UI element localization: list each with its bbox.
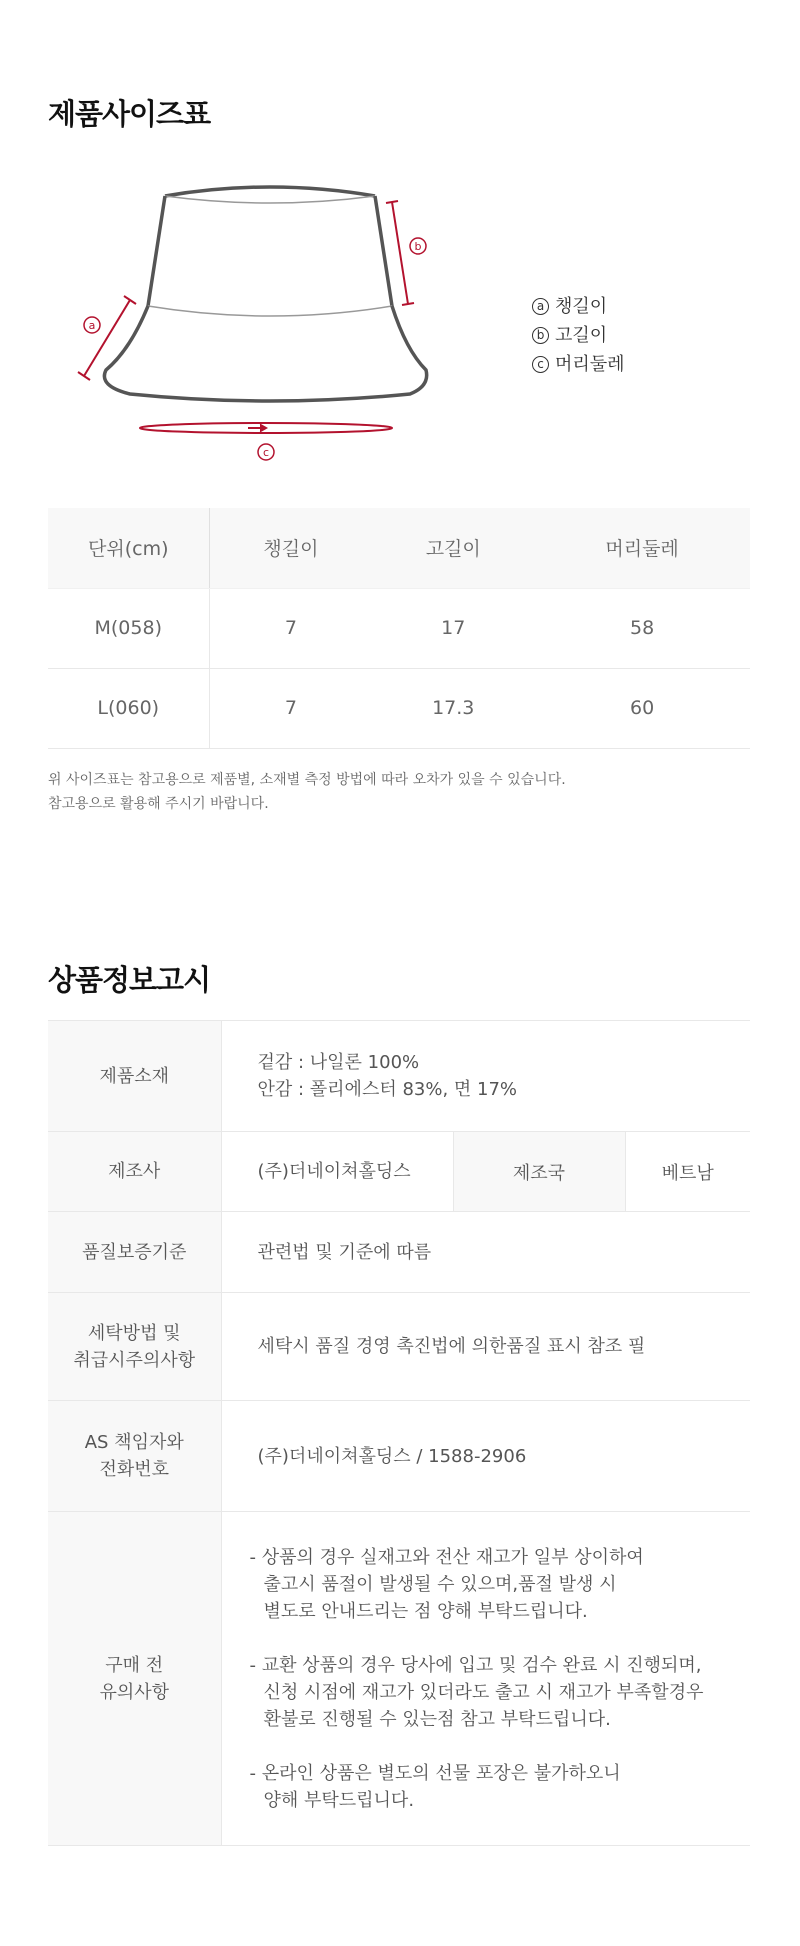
notice-paragraph [250,1652,751,1733]
size-note [48,768,566,816]
table-row [48,588,750,668]
notice-line: 별도로 안내드리는 점 양해 부탁드립니다. [263,1600,588,1622]
notice-line: - 상품의 경우 실재고와 전산 재고가 일부 상이하여 [249,1546,644,1568]
as-label [48,1401,221,1512]
quality-label: 품질보증기준 [48,1212,221,1293]
maker-label: 제조사 [48,1132,221,1212]
size-chart-title: 제품사이즈표 [48,97,211,131]
as-label-line: 전화번호 [99,1459,170,1480]
size-note-line: 위 사이즈표는 참고용으로 제품별, 소재별 측정 방법에 따라 오차가 있을 수 있습니다. [48,772,566,788]
legend-mark-b: b [532,327,549,344]
legend-item-brim [532,292,625,321]
table-row [48,1212,750,1293]
size-cell: M(058) [48,588,209,668]
measure-b-label: b [414,240,422,253]
hat-crown-top-inner [165,196,375,203]
legend-label: 고길이 [555,325,608,346]
material-line: 겉감 : 나일론 100% [257,1052,420,1073]
notice-paragraph [250,1760,751,1814]
hat-brim [104,306,426,401]
as-value: (주)더네이쳐홀딩스 / 1588-2906 [221,1401,750,1512]
size-cell: 7 [209,588,372,668]
country-value: 베트남 [625,1132,750,1212]
legend-item-height [532,321,625,350]
legend-mark-a: a [532,298,549,315]
washing-label-line: 세탁방법 및 [87,1322,181,1344]
measure-c-line [140,423,392,433]
as-label-line: AS 책임자와 [84,1432,184,1453]
table-row [48,1021,750,1132]
quality-value: 관련법 및 기준에 따름 [221,1212,750,1293]
washing-label [48,1293,221,1401]
measure-a-label: a [88,319,96,332]
notice-line: - 교환 상품의 경우 당사에 입고 및 검수 완료 시 진행되며, [249,1654,702,1676]
legend-mark-c: c [532,356,549,373]
size-cell: 17.3 [372,668,534,748]
maker-value: (주)더네이쳐홀딩스 [221,1132,453,1212]
hat-crown-right [375,196,392,306]
material-value [221,1021,750,1132]
table-row [48,668,750,748]
table-row [48,1512,750,1846]
washing-label-line: 취급시주의사항 [73,1349,196,1371]
notice-line: 신청 시점에 재고가 있더라도 출고 시 재고가 부족할경우 [263,1681,704,1703]
size-header-circumference: 머리둘레 [534,508,750,588]
size-cell: L(060) [48,668,209,748]
table-row [48,1401,750,1512]
size-header-height: 고길이 [372,508,534,588]
size-header-unit: 단위(cm) [48,508,209,588]
notice-paragraph [250,1544,751,1625]
bucket-hat-diagram [70,180,450,470]
measure-c-label: c [262,446,270,459]
notice-label-line: 구매 전 [105,1654,164,1676]
material-line: 안감 : 폴리에스터 83%, 면 17% [257,1079,518,1100]
size-cell: 17 [372,588,534,668]
hat-crown-top [165,187,375,196]
notice-value [221,1512,750,1846]
table-row [48,1293,750,1401]
notice-label-line: 유의사항 [99,1681,170,1703]
size-table [48,508,750,749]
size-cell: 7 [209,668,372,748]
legend-label: 챙길이 [555,296,608,317]
notice-label [48,1512,221,1846]
size-cell: 58 [534,588,750,668]
legend-label: 머리둘레 [555,354,625,375]
hat-crown-left [148,196,165,306]
washing-value: 세탁시 품질 경영 촉진법에 의한품질 표시 참조 필 [221,1293,750,1401]
notice-line: - 온라인 상품은 별도의 선물 포장은 불가하오니 [249,1762,621,1784]
size-cell: 60 [534,668,750,748]
hat-band-seam [148,306,392,316]
country-label: 제조국 [453,1132,625,1212]
notice-line: 양해 부탁드립니다. [263,1789,415,1811]
notice-line: 출고시 품절이 발생될 수 있으며,품절 발생 시 [263,1573,617,1595]
measurement-legend [532,292,625,379]
material-label: 제품소재 [48,1021,221,1132]
legend-item-circumference [532,350,625,379]
size-table-header [48,508,750,588]
size-header-brim: 챙길이 [209,508,372,588]
table-row [48,1132,750,1212]
product-info-title: 상품정보고시 [48,963,211,997]
size-note-line: 참고용으로 활용해 주시기 바랍니다. [48,796,269,812]
notice-line: 환불로 진행될 수 있는점 참고 부탁드립니다. [263,1708,611,1730]
product-info-table [48,1020,750,1846]
